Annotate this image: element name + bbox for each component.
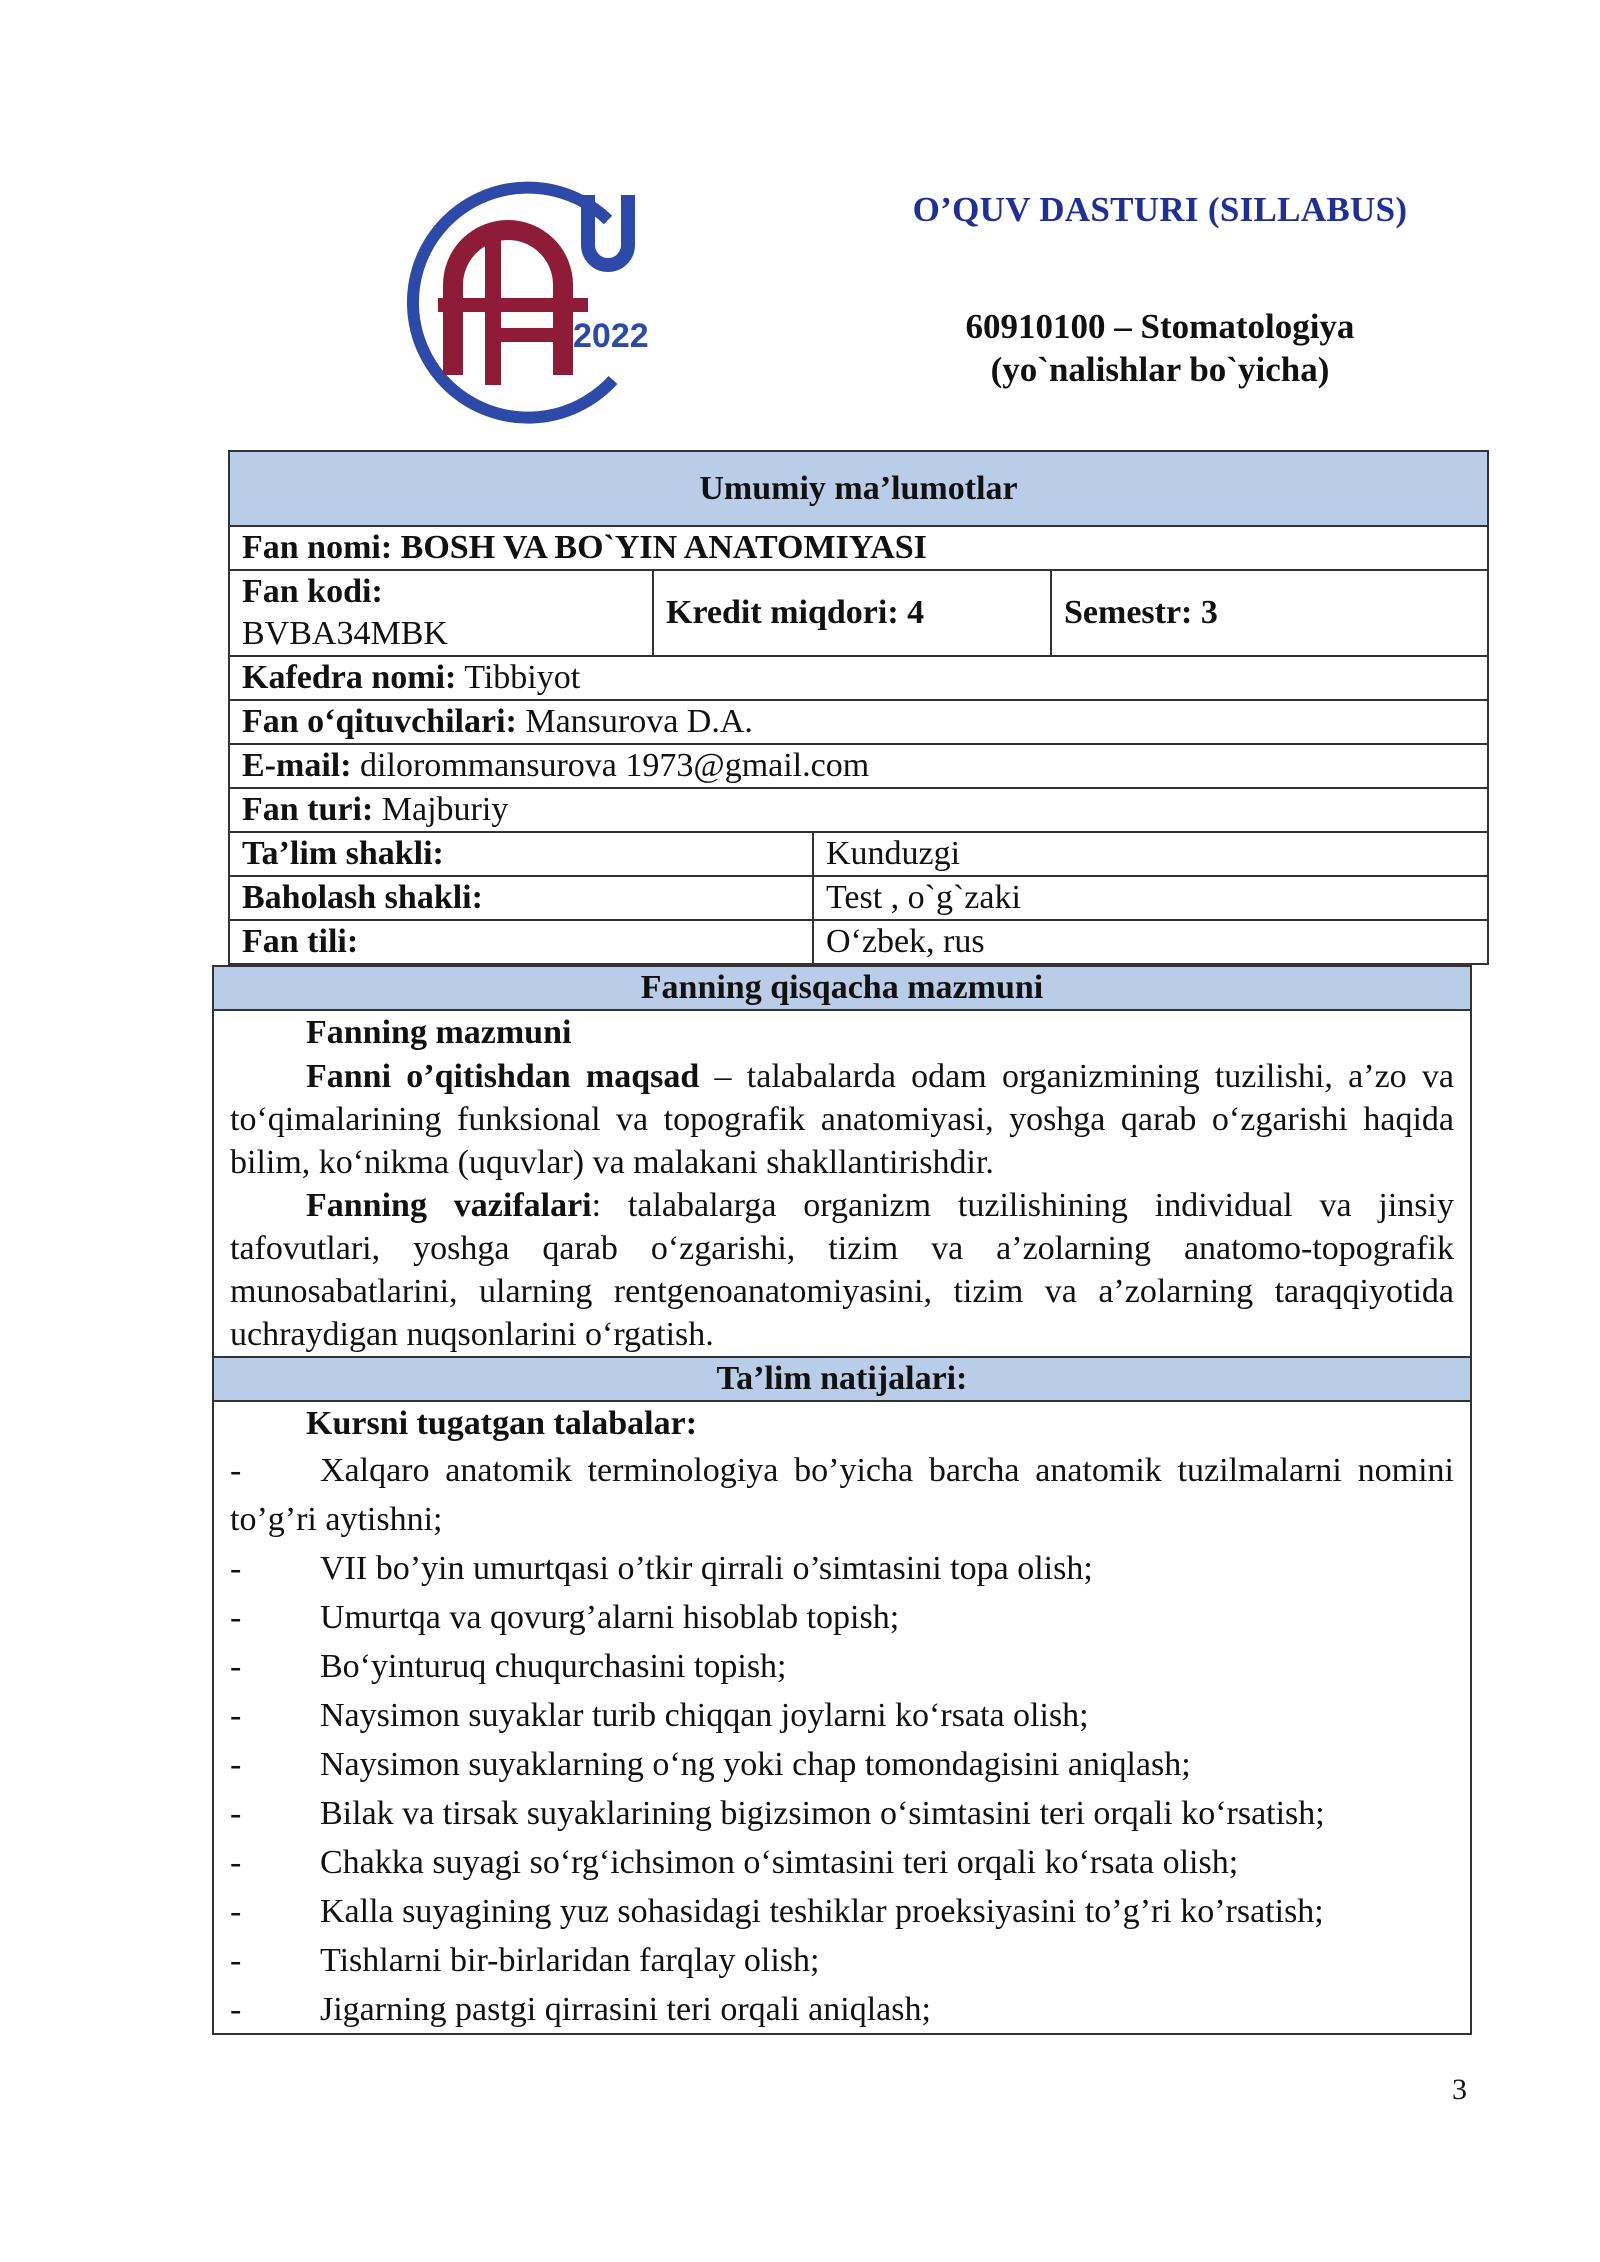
assessment-value: Test , o`g`zaki xyxy=(813,876,1488,920)
list-item-text: Kalla suyagining yuz sohasidagi teshiklar proeksiyasini to’g’ri ko’rsatish; xyxy=(320,1893,1324,1930)
list-item xyxy=(230,1789,1454,1838)
list-item xyxy=(230,1985,1454,2034)
list-item-text: Bilak va tirsak suyaklarining bigizsimon o‘simtasini teri orqali ko‘rsatish; xyxy=(320,1795,1325,1832)
course-goal xyxy=(230,1055,1454,1184)
study-form-label: Ta’lim shakli: xyxy=(229,832,813,876)
document-title: O’QUV DASTURI (SILLABUS) xyxy=(912,190,1408,229)
bullet-dash: - xyxy=(230,1452,242,1489)
list-item-text: Naysimon suyaklarning o‘ng yoki chap tomondagisini aniqlash; xyxy=(320,1746,1191,1783)
department-row xyxy=(229,656,1488,700)
outcomes-list xyxy=(230,1446,1454,2034)
course-type-row xyxy=(229,788,1488,832)
list-item xyxy=(230,1838,1454,1887)
course-tasks-text: : talabalarga organizm tuzilishining individual va jinsiy tafovutlari, yoshga qarab o‘zgarishi, tizim va a’zolarning anatomo-topografik munosabatlarini, ularning rentgenoanatomiyasini, tizim va a’zolarning taraqqiyotida uchraydigan nuqsonlarini o‘rgatish. xyxy=(230,1187,1454,1353)
list-item xyxy=(230,1887,1454,1936)
course-content-box xyxy=(212,965,1472,2035)
page-number: 3 xyxy=(1452,2073,1467,2106)
bullet-dash: - xyxy=(230,1942,242,1979)
list-item-text: Naysimon suyaklar turib chiqqan joylarni ko‘rsata olish; xyxy=(320,1697,1089,1734)
bullet-dash: - xyxy=(230,1991,242,2028)
study-form-value: Kunduzgi xyxy=(813,832,1488,876)
general-info-header: Umumiy ma’lumotlar xyxy=(229,451,1488,526)
course-tasks xyxy=(230,1184,1454,1356)
course-code-cell xyxy=(229,570,653,656)
program-subtitle: (yo`nalishlar bo`yicha) xyxy=(990,350,1330,389)
summary-header: Fanning qisqacha mazmuni xyxy=(214,967,1470,1011)
email-value: dilorommansurova 1973@gmail.com xyxy=(351,747,870,784)
bullet-dash: - xyxy=(230,1648,242,1685)
assessment-label: Baholash shakli: xyxy=(229,876,813,920)
list-item-text: Bo‘yinturuq chuqurchasini topish; xyxy=(320,1648,787,1685)
email-label: E-mail: xyxy=(242,747,352,784)
university-logo xyxy=(398,175,668,425)
course-tasks-label: Fanning vazifalari xyxy=(306,1187,592,1224)
program-heading xyxy=(900,305,1420,391)
list-item-text: VII bo’yin umurtqasi o’tkir qirrali o’simtasini topa olish; xyxy=(320,1550,1093,1587)
course-goal-label: Fanni o’qitishdan maqsad xyxy=(306,1058,700,1095)
outcomes-subheading: Kursni tugatgan talabalar: xyxy=(306,1405,698,1442)
list-item-text: Xalqaro anatomik terminologiya bo’yicha barcha anatomik tuzilmalarni nomini to’g’ri aytishni; xyxy=(230,1452,1454,1538)
list-item xyxy=(230,1544,1454,1593)
language-value: O‘zbek, rus xyxy=(813,920,1488,964)
outcomes-header: Ta’lim natijalari: xyxy=(214,1356,1470,1402)
list-item xyxy=(230,1936,1454,1985)
list-item-text: Umurtqa va qovurg’alarni hisoblab topish; xyxy=(320,1599,900,1636)
semester: Semestr: 3 xyxy=(1051,570,1488,656)
course-code-label: Fan kodi: xyxy=(242,573,383,610)
logo-letter-u xyxy=(588,195,628,265)
list-item xyxy=(230,1642,1454,1691)
list-item-text: Chakka suyagi so‘rg‘ichsimon o‘simtasini teri orqali ko‘rsata olish; xyxy=(320,1844,1239,1881)
general-info-table xyxy=(228,450,1489,965)
summary-section xyxy=(214,1011,1470,1356)
course-name: Fan nomi: BOSH VA BO`YIN ANATOMIYASI xyxy=(229,526,1488,570)
list-item-text: Tishlarni bir-birlaridan farqlay olish; xyxy=(320,1942,820,1979)
course-code-value: BVBA34MBK xyxy=(242,615,448,652)
list-item xyxy=(230,1593,1454,1642)
bullet-dash: - xyxy=(230,1746,242,1783)
credit-count: Kredit miqdori: 4 xyxy=(653,570,1051,656)
program-code: 60910100 – Stomatologiya xyxy=(965,307,1355,346)
department-label: Kafedra nomi: xyxy=(242,659,457,696)
bullet-dash: - xyxy=(230,1697,242,1734)
outcomes-section xyxy=(214,1402,1470,2034)
bullet-dash: - xyxy=(230,1550,242,1587)
teacher-row xyxy=(229,700,1488,744)
bullet-dash: - xyxy=(230,1844,242,1881)
list-item-text: Jigarning pastgi qirrasini teri orqali aniqlash; xyxy=(320,1991,931,2028)
course-goal-text: – talabalarda odam organizmining tuzilishi, a’zo va to‘qimalarining funksional va topografik anatomiyasi, yoshga qarab o‘zgarishi haqida bilim, ko‘nikma (uquvlar) va malakani shakllantirishdir. xyxy=(230,1058,1455,1181)
department-value: Tibbiyot xyxy=(456,659,581,696)
bullet-dash: - xyxy=(230,1599,242,1636)
list-item xyxy=(230,1691,1454,1740)
course-type-label: Fan turi: xyxy=(242,791,374,828)
teacher-value: Mansurova D.A. xyxy=(516,703,753,740)
course-type-value: Majburiy xyxy=(373,791,509,828)
summary-subheading: Fanning mazmuni xyxy=(306,1014,572,1051)
bullet-dash: - xyxy=(230,1893,242,1930)
bullet-dash: - xyxy=(230,1795,242,1832)
teacher-label: Fan o‘qituvchilari: xyxy=(242,703,517,740)
language-label: Fan tili: xyxy=(229,920,813,964)
list-item xyxy=(230,1446,1454,1544)
logo-year: 2022 xyxy=(573,317,649,355)
list-item xyxy=(230,1740,1454,1789)
email-row xyxy=(229,744,1488,788)
